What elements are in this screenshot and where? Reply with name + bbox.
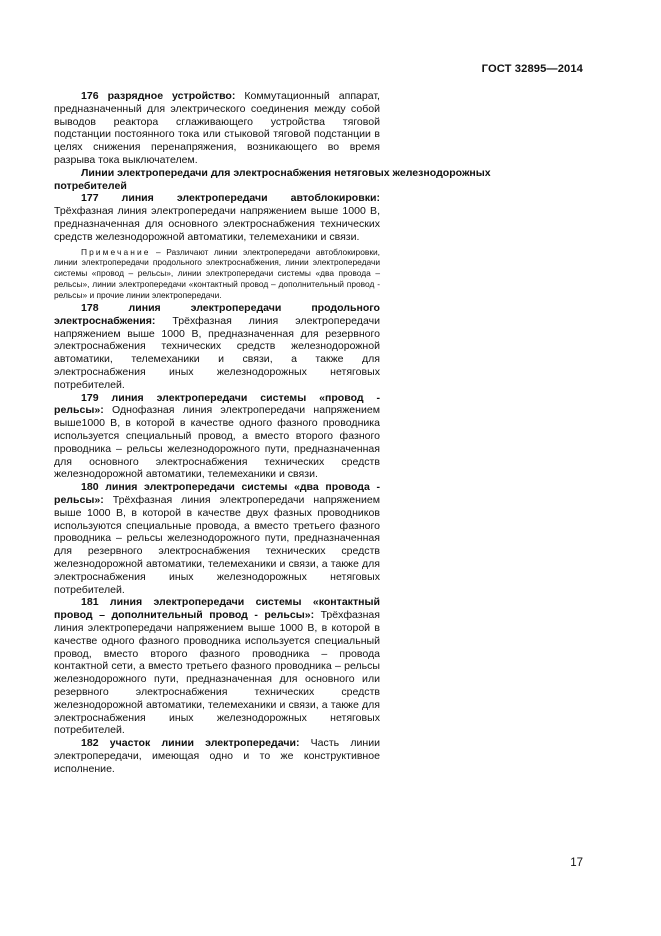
- term-title: 182 участок линии электропередачи:: [81, 737, 300, 750]
- term-entry-182: [54, 737, 380, 775]
- term-title: 178 линия электропередачи продольного электроснабжения:: [54, 302, 380, 327]
- note-text: – Различают линии электропередачи автоблокировки, линии электропередачи продольного электроснабжения, линии электропередачи системы «провод – рельсы», линии электропередачи системы «два провода – рельсы», линии электропередачи «контактный провод – дополнительный провод - рельсы» и прочие линии электропередачи.: [54, 246, 380, 301]
- document-body: [54, 90, 491, 776]
- term-title: 177 линия электропередачи автоблокировки:: [81, 192, 380, 205]
- term-definition: Часть линии электропередачи, имеющая одно и то же конструктивное исполнение.: [54, 737, 380, 775]
- term-entry-178: [54, 302, 380, 392]
- term-definition: Коммутационный аппарат, предназначенный для электрического соединения между собой выводов реактора сглаживающего устройства тяговой подстанции постоянного тока или стыковой тяговой подстанции в целях снижения перенапряжения, возникающего во время разрыва тока выключателем.: [54, 90, 380, 166]
- term-definition: Однофазная линия электропередачи напряжением выше1000 В, в которой в качестве одного фазного проводника используется специальный провод, а вместо второго фазного проводника – рельсы железнодорожного пути, предназначенная для основного электроснабжения технических средств железнодорожной автоматики, телемеханики и связи.: [54, 404, 380, 481]
- note-label: Примечание: [81, 246, 151, 257]
- term-entry-179: [54, 392, 380, 482]
- term-title: 181 линия электропередачи системы «контактный провод – дополнительный провод - рельсы»:: [54, 596, 380, 622]
- page-number: 17: [570, 857, 583, 869]
- section-heading: Линии электропередачи для электроснабжения нетяговых железнодорожных потребителей: [54, 166, 491, 192]
- term-definition: Трёхфазная линия электропередачи напряжением выше 1000 В, предназначенная для основного электроснабжения технических средств железнодорожной автоматики, телемеханики и связи.: [54, 205, 380, 243]
- term-definition: Трёхфазная линия электропередачи напряжением выше 1000 В, в которой в качестве одного фазного проводника используется специальный провод, вместо второго фазного проводника – провода контактной сети, а вместо третьего фазного проводника – рельсы железнодорожного пути, предназначенная для основного или резервного электроснабжения технических средств железнодорожной автоматики, телемеханики и связи, а также для электроснабжения иных железнодорожных нетяговых потребителей.: [54, 609, 380, 737]
- term-title: 176 разрядное устройство:: [81, 90, 236, 102]
- term-entry-181: [54, 596, 380, 737]
- term-entry-177: [54, 192, 380, 243]
- term-definition: Трёхфазная линия электропередачи напряжением выше 1000 В, предназначенная для резервного электроснабжения технических средств железнодорожной автоматики, телемеханики и связи, а также для электроснабжения иных железнодорожных нетяговых потребителей.: [54, 314, 380, 391]
- term-title: 180 линия электропередачи системы «два провода - рельсы»:: [54, 481, 380, 507]
- document-code: ГОСТ 32895—2014: [481, 63, 583, 75]
- term-definition: Трёхфазная линия электропередачи напряжением выше 1000 В, в которой в качестве двух фазных проводников используются специальные провода, а вместо третьего фазного проводника – рельсы железнодорожного пути, предназначенная для резервного электроснабжения технических средств железнодорожной автоматики, телемеханики и связи, а также для электроснабжения иных железнодорожных нетяговых потребителей.: [54, 494, 380, 596]
- term-title: 179 линия электропередачи системы «провод - рельсы»:: [54, 391, 380, 417]
- note: [54, 247, 380, 302]
- term-entry-180: [54, 481, 380, 596]
- term-entry-176: [54, 90, 380, 167]
